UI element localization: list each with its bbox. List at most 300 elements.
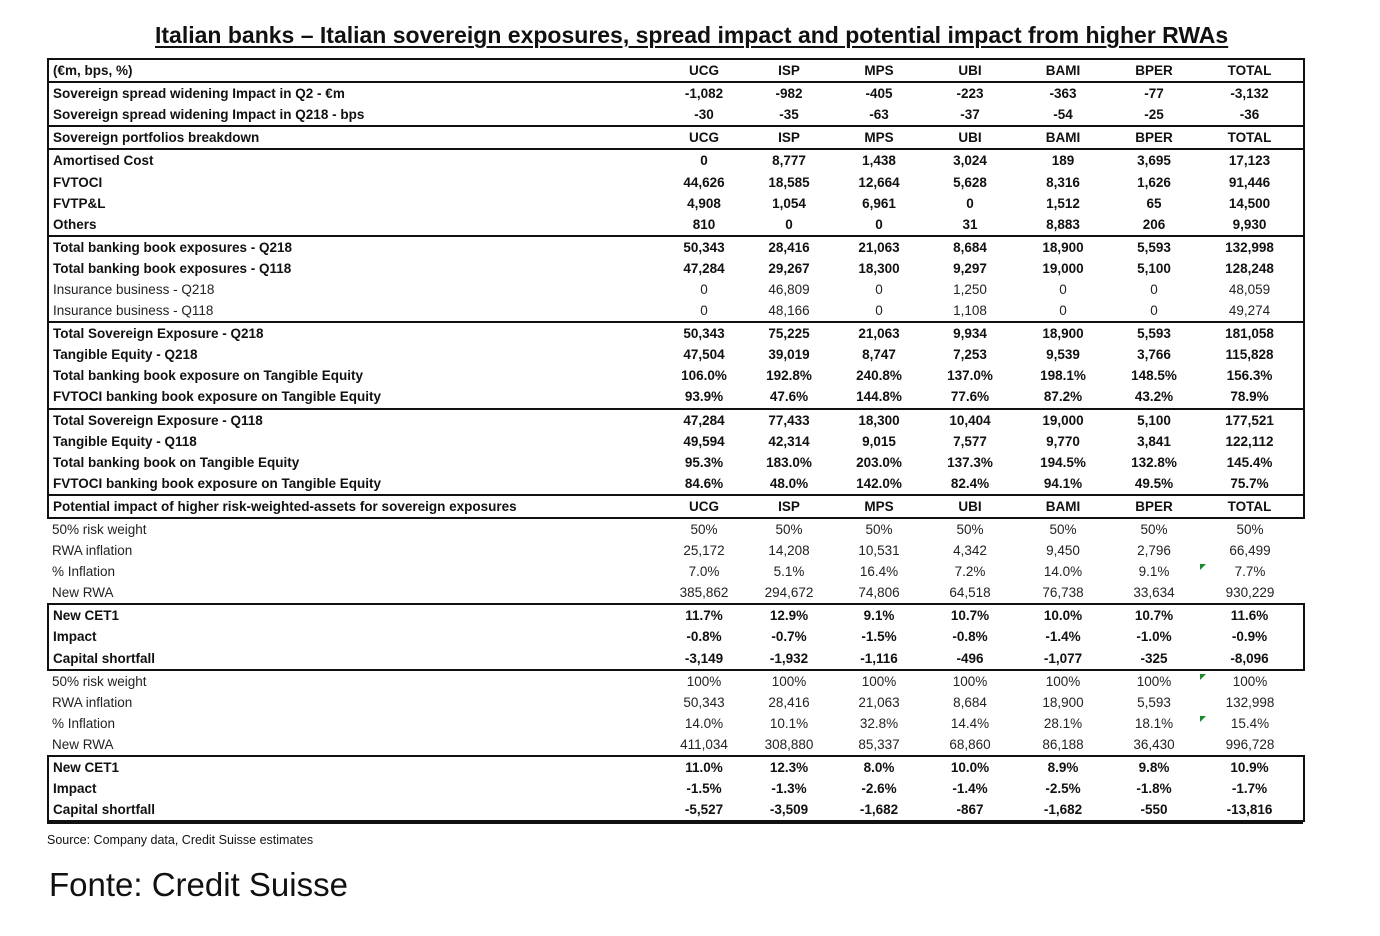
cell-mps: 74,806 <box>858 585 900 601</box>
cell-ubi: 10.7% <box>926 604 1014 626</box>
cell-isp: 8,777 <box>746 149 832 171</box>
cell-mps: -1,682 <box>832 799 926 821</box>
cell-mps: 32.8% <box>859 715 899 731</box>
cell-ubi: 82.4% <box>926 473 1014 495</box>
cell-bper: -1.8% <box>1136 781 1172 797</box>
row-label: Capital shortfall <box>48 648 662 670</box>
cell-total: -0.9% <box>1196 626 1304 647</box>
cell-ubi: 10,404 <box>926 409 1014 431</box>
cell-ubi: 31 <box>926 214 1014 236</box>
cell-ubi: UBI <box>926 126 1014 149</box>
cell-ucg: 11.0% <box>662 756 746 778</box>
exposure-table <box>47 58 1305 822</box>
cell-mps: 0 <box>875 281 883 297</box>
cell-ubi: 7.2% <box>954 564 986 580</box>
cell-ubi: -496 <box>926 648 1014 670</box>
row-label: FVTOCI <box>48 171 662 192</box>
table-row <box>48 648 1304 670</box>
row-label: Total Sovereign Exposure - Q218 <box>48 322 662 344</box>
cell-bami: 189 <box>1014 149 1112 171</box>
cell-bper: 1,626 <box>1137 174 1171 190</box>
table-row <box>48 473 1304 495</box>
cell-ucg: 50,343 <box>683 694 725 710</box>
table-row <box>48 258 1304 279</box>
cell-mps: 0 <box>832 214 926 236</box>
cell-isp: 10.1% <box>769 715 809 731</box>
table-row <box>48 799 1304 821</box>
row-label: Insurance business - Q218 <box>48 279 662 300</box>
cell-mps: 100% <box>861 673 897 689</box>
cell-isp: ISP <box>746 126 832 149</box>
cell-bami: 8.9% <box>1014 756 1112 778</box>
cell-mps: 203.0% <box>856 454 902 470</box>
cell-isp: -1,932 <box>746 648 832 670</box>
cell-bami: 50% <box>1049 522 1077 538</box>
cell-isp: ISP <box>746 59 832 82</box>
cell-bami: BAMI <box>1014 495 1112 518</box>
cell-total: 930,229 <box>1225 585 1275 601</box>
cell-isp: -982 <box>746 82 832 104</box>
row-label: Capital shortfall <box>48 799 662 821</box>
cell-ucg: 7.0% <box>688 564 720 580</box>
cell-isp: 77,433 <box>746 409 832 431</box>
cell-bper: 43.2% <box>1112 386 1196 408</box>
cell-ucg: 810 <box>662 214 746 236</box>
cell-bper: -1.0% <box>1136 629 1172 645</box>
cell-bami: 194.5% <box>1040 454 1086 470</box>
cell-bper: 132.8% <box>1131 454 1177 470</box>
cell-mps: 18,300 <box>832 409 926 431</box>
cell-ucg: -0.8% <box>686 629 722 645</box>
cell-mps: 10,531 <box>858 543 900 559</box>
cell-ubi: 5,628 <box>953 174 987 190</box>
cell-bami: 18,900 <box>1042 694 1084 710</box>
cell-total: 48,059 <box>1196 279 1304 300</box>
cell-bper: BPER <box>1112 59 1196 82</box>
table-row <box>48 126 1304 149</box>
cell-mps: 50% <box>865 522 893 538</box>
cell-ucg: 47,284 <box>683 260 725 276</box>
cell-ubi: UBI <box>926 495 1014 518</box>
cell-bami: -54 <box>1014 104 1112 126</box>
cell-mps: 0 <box>832 300 926 322</box>
cell-ucg: UCG <box>662 59 746 82</box>
cell-mps: 144.8% <box>832 386 926 408</box>
cell-mps: -63 <box>832 104 926 126</box>
cell-bami: 18,900 <box>1014 236 1112 258</box>
cell-ucg: 411,034 <box>680 736 728 752</box>
row-label: Total banking book exposures - Q218 <box>48 236 662 258</box>
cell-ucg: -3,149 <box>662 648 746 670</box>
row-label: FVTP&L <box>48 193 662 214</box>
cell-bami: 86,188 <box>1042 736 1084 752</box>
cell-isp: 46,809 <box>768 281 810 297</box>
cell-ucg: 100% <box>686 673 722 689</box>
cell-bami: 28.1% <box>1043 715 1083 731</box>
cell-bami: 100% <box>1045 673 1081 689</box>
cell-ubi: 8,684 <box>953 694 987 710</box>
row-label: Others <box>48 214 662 236</box>
cell-ucg: UCG <box>662 126 746 149</box>
cell-ubi: 1,108 <box>926 300 1014 322</box>
row-label: Potential impact of higher risk-weighted-assets for sovereign exposures <box>48 495 662 518</box>
cell-ubi: 4,342 <box>953 543 987 559</box>
row-label: Total Sovereign Exposure - Q118 <box>48 409 662 431</box>
cell-mps: 9,015 <box>862 433 896 449</box>
cell-mps: 8,747 <box>862 347 896 363</box>
row-label: Sovereign spread widening Impact in Q218 - bps <box>48 104 662 126</box>
row-label: % Inflation <box>52 564 116 580</box>
cell-total: 78.9% <box>1196 386 1304 408</box>
cell-ucg: 0 <box>700 281 708 297</box>
cell-total: TOTAL <box>1196 59 1304 82</box>
cell-bper: 3,766 <box>1137 347 1171 363</box>
cell-bami: 9,539 <box>1046 347 1080 363</box>
cell-bami: BAMI <box>1014 59 1112 82</box>
row-label: FVTOCI banking book exposure on Tangible Equity <box>48 473 662 495</box>
cell-total: -13,816 <box>1196 799 1304 821</box>
cell-isp: 50% <box>775 522 803 538</box>
cell-bami: 19,000 <box>1014 409 1112 431</box>
cell-ubi: 137.0% <box>947 368 993 384</box>
row-label: Tangible Equity - Q218 <box>48 344 662 365</box>
cell-ucg: 44,626 <box>683 174 725 190</box>
cell-total: 17,123 <box>1196 149 1304 171</box>
cell-bper: 5,593 <box>1112 236 1196 258</box>
cell-isp: -0.7% <box>771 629 807 645</box>
cell-isp: 183.0% <box>766 454 812 470</box>
cell-ubi: 10.0% <box>926 756 1014 778</box>
cell-total: 122,112 <box>1196 431 1304 452</box>
cell-bper: 5,100 <box>1112 409 1196 431</box>
cell-bami: -2.5% <box>1045 781 1081 797</box>
cell-isp: -35 <box>746 104 832 126</box>
cell-ucg: 95.3% <box>684 454 724 470</box>
cell-isp: 0 <box>746 214 832 236</box>
cell-mps: 6,961 <box>862 195 896 211</box>
cell-ucg: 4,908 <box>687 195 721 211</box>
cell-total: 7.7% <box>1196 561 1304 582</box>
table-row <box>48 734 1304 756</box>
cell-ubi: -1.4% <box>952 781 988 797</box>
cell-ucg: UCG <box>662 495 746 518</box>
cell-total: 9,930 <box>1196 214 1304 236</box>
cell-ubi: UBI <box>926 59 1014 82</box>
row-label: Total banking book on Tangible Equity <box>48 452 662 473</box>
cell-total: 132,998 <box>1196 236 1304 258</box>
cell-bper: 9.8% <box>1112 756 1196 778</box>
table-row <box>48 214 1304 236</box>
table-row <box>48 778 1304 799</box>
cell-bami: 8,316 <box>1046 174 1080 190</box>
cell-mps: 21,063 <box>832 322 926 344</box>
cell-bami: 94.1% <box>1014 473 1112 495</box>
cell-bami: 76,738 <box>1042 585 1084 601</box>
cell-total: 15.4% <box>1196 713 1304 734</box>
cell-mps: MPS <box>832 126 926 149</box>
cell-bper: 18.1% <box>1134 715 1174 731</box>
cell-ucg: 25,172 <box>683 543 725 559</box>
cell-ubi: 100% <box>952 673 988 689</box>
cell-ubi: 7,577 <box>953 433 987 449</box>
cell-bper: 9.1% <box>1138 564 1170 580</box>
cell-mps: 16.4% <box>859 564 899 580</box>
cell-bper: -25 <box>1112 104 1196 126</box>
cell-bper: 49.5% <box>1112 473 1196 495</box>
cell-bper: 2,796 <box>1137 543 1171 559</box>
row-label: RWA inflation <box>52 694 133 710</box>
cell-mps: 12,664 <box>858 174 900 190</box>
row-label: Sovereign portfolios breakdown <box>48 126 662 149</box>
cell-total: -36 <box>1196 104 1304 126</box>
cell-mps: 1,438 <box>832 149 926 171</box>
cell-ubi: 77.6% <box>926 386 1014 408</box>
cell-mps: 8.0% <box>832 756 926 778</box>
table-row <box>48 59 1304 82</box>
table-row <box>48 540 1304 561</box>
cell-isp: 12.9% <box>746 604 832 626</box>
cell-ucg: 14.0% <box>684 715 724 731</box>
cell-ucg: -1.5% <box>686 781 722 797</box>
table-row <box>48 713 1304 734</box>
cell-ucg: 50,343 <box>662 236 746 258</box>
cell-isp: 39,019 <box>768 347 810 363</box>
row-label: Total banking book exposures - Q118 <box>48 258 662 279</box>
cell-ucg: 84.6% <box>662 473 746 495</box>
cell-bami: -1,682 <box>1014 799 1112 821</box>
cell-ucg: 93.9% <box>662 386 746 408</box>
row-label: RWA inflation <box>52 543 133 559</box>
cell-isp: -3,509 <box>746 799 832 821</box>
cell-mps: -1,116 <box>832 648 926 670</box>
cell-mps: 21,063 <box>858 694 900 710</box>
table-row <box>48 149 1304 171</box>
cell-ucg: -1,082 <box>662 82 746 104</box>
cell-bper: 65 <box>1146 195 1162 211</box>
cell-isp: 42,314 <box>768 433 810 449</box>
cell-ubi: 9,934 <box>926 322 1014 344</box>
cell-bami: 0 <box>1014 300 1112 322</box>
cell-total: -8,096 <box>1196 648 1304 670</box>
cell-bami: 14.0% <box>1043 564 1083 580</box>
cell-isp: 1,054 <box>772 195 806 211</box>
cell-total: 66,499 <box>1229 543 1271 559</box>
cell-total: 145.4% <box>1196 452 1304 473</box>
cell-bami: 9,770 <box>1046 433 1080 449</box>
cell-ubi: 9,297 <box>953 260 987 276</box>
table-row <box>48 344 1304 365</box>
cell-bper: 5,100 <box>1137 260 1171 276</box>
cell-total: 14,500 <box>1196 193 1304 214</box>
table-row <box>48 322 1304 344</box>
cell-isp: -1.3% <box>771 781 807 797</box>
cell-total: 50% <box>1236 522 1264 538</box>
cell-total: 100% <box>1196 670 1304 692</box>
cell-bper: BPER <box>1112 495 1196 518</box>
cell-bami: 0 <box>1059 281 1067 297</box>
table-row <box>48 604 1304 626</box>
cell-total: 11.6% <box>1196 604 1304 626</box>
table-row <box>48 582 1304 604</box>
cell-total: 115,828 <box>1196 344 1304 365</box>
row-label: 50% risk weight <box>52 673 147 689</box>
cell-isp: 48.0% <box>746 473 832 495</box>
cell-bper: 5,593 <box>1112 322 1196 344</box>
table-row <box>48 518 1304 540</box>
table-row <box>48 452 1304 473</box>
table-row <box>48 561 1304 582</box>
cell-isp: 75,225 <box>746 322 832 344</box>
table-row <box>48 692 1304 713</box>
row-label: Insurance business - Q118 <box>48 300 662 322</box>
row-label: New CET1 <box>48 756 662 778</box>
cell-ucg: 385,862 <box>679 585 729 601</box>
cell-bper: 100% <box>1136 673 1172 689</box>
cell-mps: 240.8% <box>856 368 902 384</box>
cell-isp: 5.1% <box>773 564 805 580</box>
cell-ucg: 47,284 <box>662 409 746 431</box>
cell-total: 996,728 <box>1225 736 1275 752</box>
cell-bper: 206 <box>1112 214 1196 236</box>
table-row <box>48 431 1304 452</box>
cell-ubi: 64,518 <box>949 585 991 601</box>
row-label: Impact <box>48 778 662 799</box>
row-label: New RWA <box>52 736 114 752</box>
row-label: 50% risk weight <box>52 522 147 538</box>
cell-bami: 87.2% <box>1014 386 1112 408</box>
cell-mps: MPS <box>832 59 926 82</box>
cell-bper: 33,634 <box>1133 585 1175 601</box>
cell-isp: 100% <box>771 673 807 689</box>
cell-ucg: 11.7% <box>662 604 746 626</box>
table-row <box>48 82 1304 104</box>
table-row <box>48 386 1304 408</box>
cell-bper: BPER <box>1112 126 1196 149</box>
cell-total: TOTAL <box>1196 126 1304 149</box>
cell-bami: -363 <box>1014 82 1112 104</box>
cell-mps: 9.1% <box>832 604 926 626</box>
row-label: % Inflation <box>52 715 116 731</box>
cell-bper: 3,695 <box>1112 149 1196 171</box>
cell-mps: 18,300 <box>858 260 900 276</box>
cell-isp: 192.8% <box>766 368 812 384</box>
cell-isp: 47.6% <box>746 386 832 408</box>
cell-ucg: -5,527 <box>662 799 746 821</box>
row-label: Total banking book exposure on Tangible Equity <box>48 365 662 386</box>
cell-isp: 28,416 <box>746 236 832 258</box>
cell-total: 128,248 <box>1196 258 1304 279</box>
row-label: New CET1 <box>48 604 662 626</box>
cell-total: 75.7% <box>1196 473 1304 495</box>
cell-isp: 18,585 <box>768 174 810 190</box>
table-row <box>48 756 1304 778</box>
cell-ucg: -30 <box>662 104 746 126</box>
table-row <box>48 193 1304 214</box>
cell-bami: 19,000 <box>1042 260 1084 276</box>
row-label: Amortised Cost <box>48 149 662 171</box>
cell-bper: 10.7% <box>1112 604 1196 626</box>
cell-total: 49,274 <box>1196 300 1304 322</box>
cell-bami: BAMI <box>1014 126 1112 149</box>
cell-mps: -405 <box>832 82 926 104</box>
row-label: Sovereign spread widening Impact in Q2 - €m <box>48 82 662 104</box>
cell-bami: -1,077 <box>1014 648 1112 670</box>
cell-mps: 142.0% <box>832 473 926 495</box>
cell-ucg: 49,594 <box>683 433 725 449</box>
table-row <box>48 171 1304 192</box>
cell-bami: 8,883 <box>1014 214 1112 236</box>
fonte-caption: Fonte: Credit Suisse <box>49 866 348 903</box>
cell-ucg: 106.0% <box>681 368 727 384</box>
cell-isp: 14,208 <box>768 543 810 559</box>
cell-bper: 0 <box>1150 281 1158 297</box>
cell-ucg: 47,504 <box>683 347 725 363</box>
cell-ubi: 8,684 <box>926 236 1014 258</box>
row-label: (€m, bps, %) <box>48 59 662 82</box>
cell-total: TOTAL <box>1196 495 1304 518</box>
source-note: Source: Company data, Credit Suisse estimates <box>47 833 314 847</box>
cell-total: 177,521 <box>1196 409 1304 431</box>
cell-bami: -1.4% <box>1045 629 1081 645</box>
table-row <box>48 300 1304 322</box>
cell-ucg: 50,343 <box>662 322 746 344</box>
cell-total: -1.7% <box>1196 778 1304 799</box>
cell-isp: 48,166 <box>746 300 832 322</box>
table-title: Italian banks – Italian sovereign exposures, spread impact and potential impact from higher RWAs <box>155 22 1229 48</box>
cell-total: 181,058 <box>1196 322 1304 344</box>
row-label: New RWA <box>52 585 114 601</box>
cell-isp: 308,880 <box>764 736 814 752</box>
cell-ubi: -223 <box>926 82 1014 104</box>
table-row <box>48 236 1304 258</box>
bottom-rule <box>47 822 1303 824</box>
cell-bper: 5,593 <box>1137 694 1171 710</box>
cell-total: -3,132 <box>1196 82 1304 104</box>
cell-isp: 12.3% <box>746 756 832 778</box>
cell-isp: 294,672 <box>764 585 814 601</box>
cell-ubi: 50% <box>956 522 984 538</box>
table-row <box>48 365 1304 386</box>
table-row <box>48 670 1304 692</box>
cell-ucg: 0 <box>662 149 746 171</box>
cell-bper: -325 <box>1112 648 1196 670</box>
row-label: Tangible Equity - Q118 <box>48 431 662 452</box>
cell-mps: MPS <box>832 495 926 518</box>
cell-total: 10.9% <box>1196 756 1304 778</box>
cell-ubi: 14.4% <box>950 715 990 731</box>
cell-isp: ISP <box>746 495 832 518</box>
table-row <box>48 495 1304 518</box>
cell-ubi: -867 <box>926 799 1014 821</box>
cell-bper: -77 <box>1112 82 1196 104</box>
row-label: FVTOCI banking book exposure on Tangible Equity <box>48 386 662 408</box>
cell-mps: -1.5% <box>861 629 897 645</box>
cell-bami: 10.0% <box>1014 604 1112 626</box>
cell-mps: -2.6% <box>861 781 897 797</box>
cell-isp: 29,267 <box>768 260 810 276</box>
cell-mps: 85,337 <box>858 736 900 752</box>
cell-ubi: 1,250 <box>953 281 987 297</box>
cell-bper: 36,430 <box>1133 736 1175 752</box>
cell-ucg: 0 <box>662 300 746 322</box>
table-row <box>48 409 1304 431</box>
cell-ubi: 137.3% <box>947 454 993 470</box>
cell-bper: 0 <box>1112 300 1196 322</box>
cell-ubi: 0 <box>966 195 974 211</box>
cell-ucg: 50% <box>690 522 718 538</box>
cell-bami: 198.1% <box>1040 368 1086 384</box>
cell-bper: 50% <box>1140 522 1168 538</box>
